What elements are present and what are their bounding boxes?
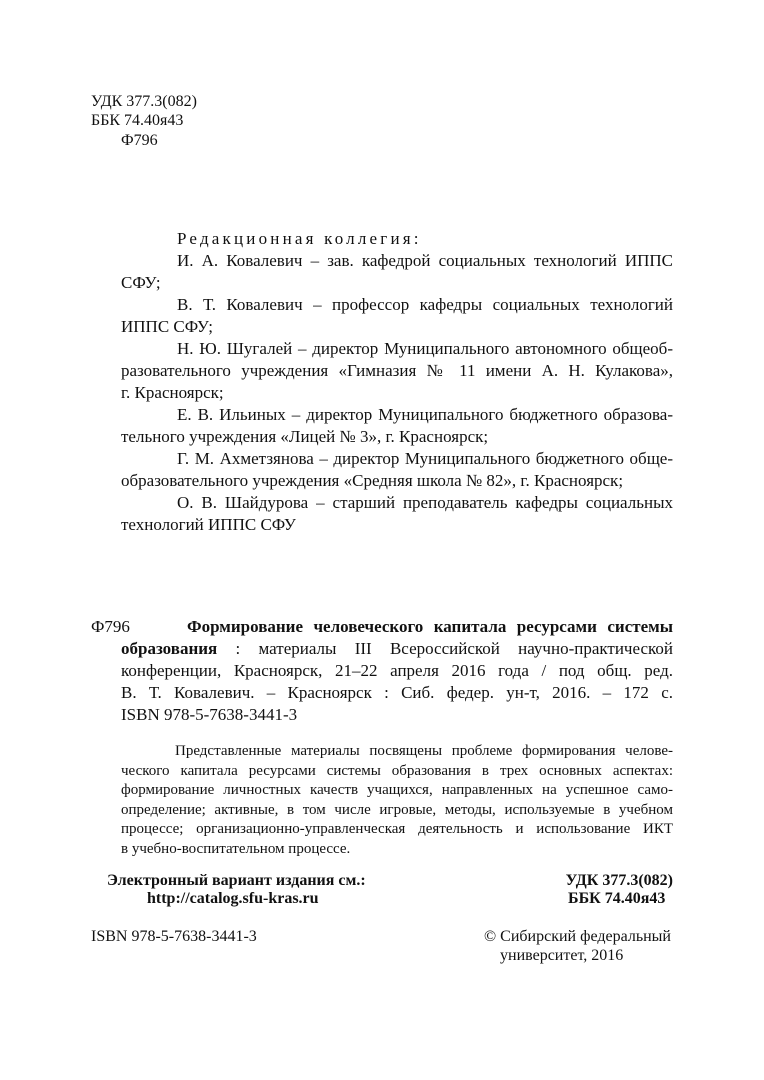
bibliographic-record [121,616,673,726]
book-title-end: образования [121,639,218,658]
copyright-line: © Сибирский федеральный [484,928,671,945]
electronic-version-label: Электронный вариант издания см.: [107,872,366,889]
udk-footer: УДК 377.3(082) [565,872,673,889]
book-title-line [121,638,673,660]
board-line: Е. В. Ильиных – директор Муниципального бюджетного образова- [177,405,673,424]
book-subtitle: : материалы III Всероссийской научно-практической [217,639,673,658]
annotation-line: Представленные материалы посвящены проблеме формирования челове- [175,743,673,759]
bibliographic-line: конференции, Красноярск, 21–22 апреля 2016 года / под общ. ред. [121,661,673,680]
board-line: образовательного учреждения «Средняя школа № 82», г. Красноярск; [121,471,624,490]
book-title-line: Формирование человеческого капитала ресурсами системы [187,617,673,636]
annotation-line: формирование личностных качеств учащихся, направленных на успешное само- [121,782,673,798]
annotation-line: в учебно-воспитательном процессе. [121,840,351,857]
bbk-header: ББК 74.40я43 [91,112,184,129]
author-mark-record: Ф796 [91,617,130,636]
board-line: СФУ; [121,273,161,292]
board-line: О. В. Шайдурова – старший преподаватель кафедры социальных [177,493,673,512]
board-line: В. Т. Ковалевич – профессор кафедры социальных технологий [177,295,673,314]
board-line: И. А. Ковалевич – зав. кафедрой социальных технологий ИППС [177,251,673,270]
bbk-footer: ББК 74.40я43 [568,890,666,907]
annotation-line: ческого капитала ресурсами системы образования в трех основных аспектах: [121,762,673,779]
udk-header: УДК 377.3(082) [91,93,197,110]
catalog-url[interactable]: http://catalog.sfu-kras.ru [147,890,319,907]
annotation-line: определение; активные, в том числе игровые, методы, используемые в учебном [121,801,673,818]
editorial-board [121,228,673,536]
board-line: Н. Ю. Шугалей – директор Муниципального автономного общеоб- [177,339,673,358]
board-line: технологий ИППС СФУ [121,515,296,534]
editorial-board-heading: Редакционная коллегия: [177,229,422,248]
annotation [121,742,673,859]
board-line: г. Красноярск; [121,383,224,402]
board-line: Г. М. Ахметзянова – директор Муниципального бюджетного обще- [177,449,673,468]
bibliographic-line: В. Т. Ковалевич. – Красноярск : Сиб. федер. ун-т, 2016. – 172 с. [121,683,673,702]
board-line: тельного учреждения «Лицей № 3», г. Красноярск; [121,427,489,446]
isbn-footer: ISBN 978-5-7638-3441-3 [91,928,257,945]
author-mark-header: Ф796 [121,132,158,149]
board-line: разовательного учреждения «Гимназия № 11 имени А. Н. Кулакова», [121,361,673,380]
isbn-record: ISBN 978-5-7638-3441-3 [121,705,298,724]
annotation-line: процессе; организационно-управленческая деятельность и использование ИКТ [121,821,673,837]
copyright-line: университет, 2016 [500,947,624,964]
board-line: ИППС СФУ; [121,317,214,336]
